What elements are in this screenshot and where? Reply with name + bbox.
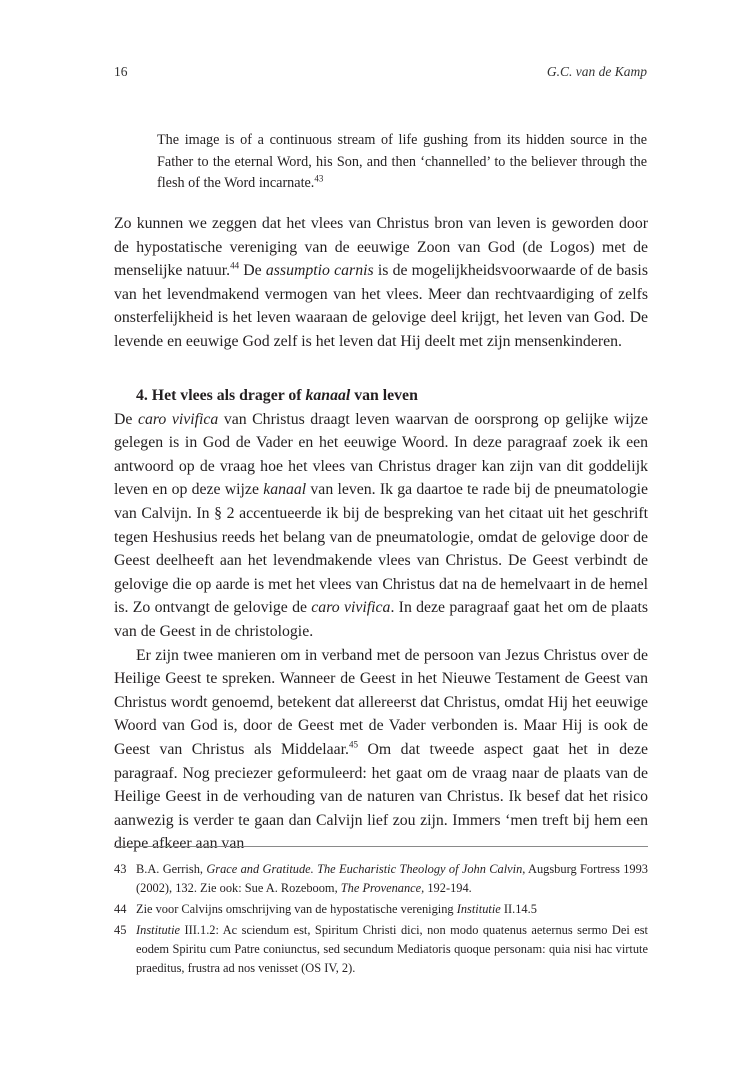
footnote-ref-45[interactable]: 45 xyxy=(348,739,358,750)
p3-b: Om dat tweede aspect gaat het in deze paragraaf. Nog preciezer geformuleerd: het gaat om de vraag naar de plaats van de Heilige Geest in de verhouding van de naturen van Christus. Ik besef dat het risico aanwezig is verder te gaan dan Calvijn lief zou zijn. Immers ‘men treft bij hem een diepe afkeer aan van xyxy=(114,740,648,853)
p2-italic-1: caro vivifica xyxy=(137,410,219,428)
p2-b: van Christus draagt leven waarvan de oorsprong op gelijke wijze gelegen is in God de Vader en het eeuwige Woord. In deze paragraaf zoek ik een antwoord op de vraag hoe het vlees van Christus drager kan zijn van dit goddelijk leven en op deze wijze xyxy=(114,410,649,499)
footnote-number: 44 xyxy=(114,902,127,916)
paragraph-1 xyxy=(114,212,648,354)
footnote-text xyxy=(136,900,648,919)
p3-a: Er zijn twee manieren om in verband met de persoon van Jezus Christus over de Heilige Geest te spreken. Wanneer de Geest in het Nieuwe Testament de Geest van Christus wordt genoemd, betekent dat allereerst dat Christus, omdat Hij het eeuwige Woord van God is, door de Geest met de Vader verbonden is. Maar Hij is ook de Geest van Christus als Middelaar. xyxy=(114,646,648,758)
fn44-a: Zie voor Calvijns omschrijving van de hypostatische vereniging xyxy=(136,902,457,916)
footnote-number: 45 xyxy=(114,923,127,937)
fn43-c: 192-194. xyxy=(424,881,472,895)
footnote-ref-44[interactable]: 44 xyxy=(230,260,240,271)
fn44-b: II.14.5 xyxy=(500,902,537,916)
section-4 xyxy=(114,384,648,856)
fn44-italic: Institutie xyxy=(456,902,501,916)
footnote-number: 43 xyxy=(114,862,127,876)
p2-d: . In deze paragraaf gaat het om de plaats van de Geest in de christologie. xyxy=(114,599,648,640)
running-head: G.C. van de Kamp xyxy=(546,64,647,79)
heading-text-b: van leven xyxy=(350,387,418,404)
fn45-italic: Institutie xyxy=(136,923,181,937)
footnote-44 xyxy=(114,900,648,919)
para1-text-a: Zo kunnen we zeggen dat het vlees van Christus bron van leven is geworden door de hypostatische vereniging van de eeuwige Zoon van God (de Logos) met de menselijke natuur. xyxy=(114,215,648,280)
block-quote xyxy=(157,130,647,195)
heading-text-a: 4. Het vlees als drager of xyxy=(136,387,306,404)
fn45-a: III.1.2: Ac sciendum est, Spiritum Christi dici, non modo quatenus aeternus sermo Dei est eodem Spiritu cum Patre coniunctus, sed secundum Mediatoris quoque personam: quia nisi hac virtute praeditus, frustra ad nos venisset (OS IV, 2). xyxy=(136,923,648,975)
p2-italic-3: caro vivifica xyxy=(311,599,391,617)
footnote-43 xyxy=(114,860,648,898)
footnotes xyxy=(114,860,648,980)
footnote-45 xyxy=(114,921,648,978)
fn43-italic-1: Grace and Gratitude. The Eucharistic Theology of John Calvin xyxy=(206,862,523,876)
heading-italic: kanaal xyxy=(305,387,351,404)
footnote-text xyxy=(136,860,648,898)
p2-italic-2: kanaal xyxy=(263,481,307,499)
fn43-b: , Augsburg Fortress 1993 (2002), 132. Zie ook: Sue A. Rozeboom, xyxy=(136,862,649,895)
p2-a: De xyxy=(114,410,138,428)
quote-text: The image is of a continuous stream of life gushing from its hidden source in the Father to the eternal Word, his Son, and then ‘channelled’ to the believer through the flesh of the Word incarnate. xyxy=(157,132,647,191)
footnote-text xyxy=(136,921,648,978)
para1-text-b: De xyxy=(239,262,266,280)
fn43-a: B.A. Gerrish, xyxy=(136,862,207,876)
fn43-italic-2: The Provenance, xyxy=(340,881,425,895)
footnote-divider xyxy=(114,846,648,847)
paragraph-3 xyxy=(114,644,648,856)
section-heading xyxy=(114,384,648,408)
para1-text-c: is de mogelijkheidsvoorwaarde of de basis van het levendmakend vermogen van het vlees. Meer dan rechtvaardiging of zelfs onsterfelijkheid is het leven waaraan de gelovige deel krijgt, het leven van God. De levende en eeuwige God zelf is het leven dat Hij deelt met zijn mensenkinderen. xyxy=(114,262,648,350)
footnote-ref-43[interactable]: 43 xyxy=(314,173,324,184)
para1-italic: assumptio carnis xyxy=(265,262,374,280)
paragraph-2 xyxy=(114,408,648,644)
p2-c: van leven. Ik ga daartoe te rade bij de pneumatologie van Calvijn. In § 2 accentueerde ik bij de bespreking van het citaat uit het geschrift tegen Heshusius reeds het belang van de pneumatologie, omdat de gelovige door de Geest deelheeft aan het levendmakende vlees van Christus. De Geest verbindt de gelovige die op aarde is met het vlees van Christus dat na de hemelvaart in de hemel is. Zo ontvangt de gelovige de xyxy=(114,481,648,617)
page-number: 16 xyxy=(114,64,128,79)
